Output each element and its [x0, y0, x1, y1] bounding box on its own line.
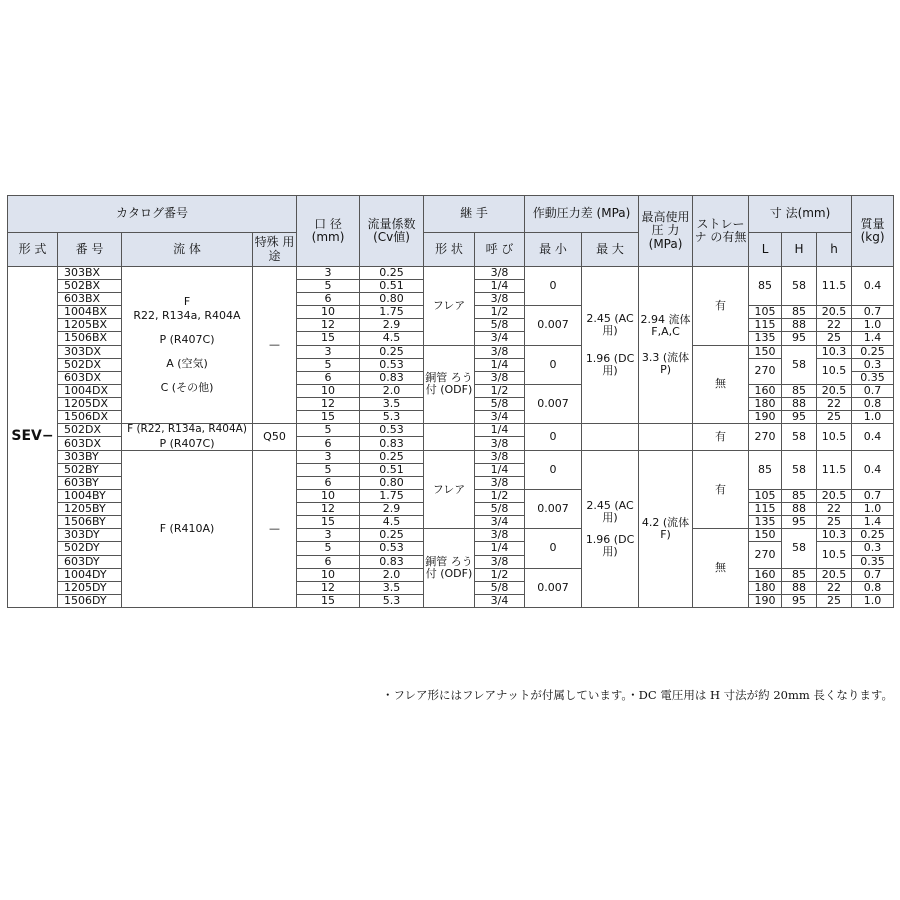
header-number: 番 号 [58, 233, 122, 267]
dim-L: 180 [749, 581, 782, 594]
joint-size: 1/4 [475, 542, 525, 555]
min-pressure: 0 [525, 424, 582, 451]
dim-h: 20.5 [817, 306, 852, 319]
min-pressure: 0.007 [525, 306, 582, 345]
weight: 0.35 [852, 555, 894, 568]
dim-L: 85 [749, 267, 782, 306]
joint-size: 3/8 [475, 529, 525, 542]
dim-h: 10.5 [817, 424, 852, 451]
dim-L: 150 [749, 345, 782, 358]
header-diff-pressure: 作動圧力差 (MPa) [525, 196, 639, 233]
strainer-no: 無 [693, 345, 749, 424]
joint-odf: 銅管 ろう付 (ODF) [424, 529, 475, 608]
cv-value: 0.80 [360, 476, 424, 489]
min-pressure: 0 [525, 345, 582, 384]
cv-value: 0.25 [360, 345, 424, 358]
dim-L: 150 [749, 529, 782, 542]
min-pressure: 0 [525, 529, 582, 568]
fluid-group-2 [122, 424, 253, 451]
cv-value: 0.53 [360, 424, 424, 437]
joint-size: 5/8 [475, 319, 525, 332]
cv-value: 0.83 [360, 437, 424, 450]
model-number: 1205DY [58, 581, 122, 594]
special-none: — [253, 267, 297, 424]
weight: 0.7 [852, 490, 894, 503]
dim-h: 25 [817, 594, 852, 607]
dim-H: 95 [782, 516, 817, 529]
diameter: 12 [297, 581, 360, 594]
model-number: 1506DY [58, 594, 122, 607]
dim-L: 105 [749, 306, 782, 319]
model-number: 502DY [58, 542, 122, 555]
dim-H: 95 [782, 332, 817, 345]
weight: 1.0 [852, 503, 894, 516]
cv-value: 0.51 [360, 280, 424, 293]
cv-value: 0.25 [360, 267, 424, 280]
footnote: ・フレア形にはフレアナットが付属しています。・DC 電圧用は H 寸法が約 20mm 長くなります。 [381, 688, 893, 702]
cv-value: 2.9 [360, 503, 424, 516]
strainer-yes: 有 [693, 267, 749, 346]
dim-H: 85 [782, 384, 817, 397]
dim-L: 105 [749, 490, 782, 503]
model-number: 603BY [58, 476, 122, 489]
weight: 0.8 [852, 581, 894, 594]
cv-value: 0.80 [360, 293, 424, 306]
weight: 1.4 [852, 516, 894, 529]
cv-value: 2.9 [360, 319, 424, 332]
dim-H: 88 [782, 319, 817, 332]
table-row [8, 267, 894, 280]
cv-value: 2.0 [360, 384, 424, 397]
dim-h: 11.5 [817, 267, 852, 306]
model-number: 502BX [58, 280, 122, 293]
diameter: 5 [297, 542, 360, 555]
model-number: 1506BY [58, 516, 122, 529]
joint-size: 3/8 [475, 450, 525, 463]
diameter: 10 [297, 306, 360, 319]
dim-L: 180 [749, 397, 782, 410]
cv-value: 2.0 [360, 568, 424, 581]
dim-H: 58 [782, 450, 817, 489]
header-special: 特殊 用途 [253, 233, 297, 267]
model-number: 1205DX [58, 397, 122, 410]
max-pressure-ac: 2.45 (AC 用) [586, 311, 634, 337]
cv-value: 0.51 [360, 463, 424, 476]
dim-h: 10.3 [817, 345, 852, 358]
dim-h: 20.5 [817, 568, 852, 581]
header-weight: 質量 (kg) [852, 196, 894, 267]
diameter: 12 [297, 503, 360, 516]
dim-h: 22 [817, 503, 852, 516]
table-row [8, 450, 894, 463]
max-pressure [582, 450, 639, 607]
diameter: 15 [297, 594, 360, 607]
strainer-yes: 有 [693, 450, 749, 529]
cv-value: 0.25 [360, 529, 424, 542]
min-pressure: 0.007 [525, 384, 582, 423]
joint-size: 1/4 [475, 463, 525, 476]
cv-value: 0.53 [360, 542, 424, 555]
joint-size: 1/2 [475, 306, 525, 319]
diameter: 5 [297, 280, 360, 293]
weight: 0.4 [852, 450, 894, 489]
cv-value: 5.3 [360, 594, 424, 607]
joint-size: 3/4 [475, 332, 525, 345]
model-number: 603DX [58, 437, 122, 450]
weight: 0.25 [852, 345, 894, 358]
joint-size: 3/8 [475, 345, 525, 358]
joint-size: 3/8 [475, 476, 525, 489]
weight: 0.35 [852, 371, 894, 384]
max-use-blank [639, 424, 693, 451]
dim-H: 95 [782, 594, 817, 607]
diameter: 12 [297, 319, 360, 332]
joint-size: 5/8 [475, 503, 525, 516]
model-number: 1004DX [58, 384, 122, 397]
dim-L: 160 [749, 384, 782, 397]
header-catalog: カタログ番号 [8, 196, 297, 233]
cv-value: 0.53 [360, 358, 424, 371]
fluid-text: F [183, 294, 191, 308]
diameter: 6 [297, 293, 360, 306]
model-number: 502DX [58, 424, 122, 437]
max-use-pressure-a: 2.94 流体 F,A,C [640, 312, 691, 338]
header-fluid: 流 体 [122, 233, 253, 267]
dim-h: 25 [817, 411, 852, 424]
cv-value: 1.75 [360, 306, 424, 319]
dim-h: 20.5 [817, 490, 852, 503]
dim-L: 115 [749, 319, 782, 332]
dim-h: 22 [817, 581, 852, 594]
joint-size: 3/8 [475, 555, 525, 568]
dim-h: 10.5 [817, 358, 852, 384]
joint-size: 1/2 [475, 568, 525, 581]
model-number: 303BX [58, 267, 122, 280]
min-pressure: 0 [525, 450, 582, 489]
joint-size: 3/8 [475, 267, 525, 280]
header-strainer: ストレーナ の有無 [693, 196, 749, 267]
dim-H: 58 [782, 424, 817, 451]
weight: 0.8 [852, 397, 894, 410]
joint-blank [424, 424, 475, 451]
dim-h: 25 [817, 332, 852, 345]
header-h: h [817, 233, 852, 267]
header-joint-size: 呼 び [475, 233, 525, 267]
dim-L: 135 [749, 332, 782, 345]
cv-value: 1.75 [360, 490, 424, 503]
header-L: L [749, 233, 782, 267]
model-number: 1004BX [58, 306, 122, 319]
max-use-pressure-b: 3.3 (流体 P) [641, 351, 690, 377]
dim-L: 135 [749, 516, 782, 529]
dim-H: 58 [782, 529, 817, 568]
weight: 0.4 [852, 267, 894, 306]
model-number: 1205BX [58, 319, 122, 332]
header-diameter: 口 径 (mm) [297, 196, 360, 267]
diameter: 5 [297, 463, 360, 476]
fluid-text: A (空気) [166, 357, 208, 371]
min-pressure: 0 [525, 267, 582, 306]
fluid-group-1 [122, 267, 253, 424]
fluid-text: F (R22, R134a, R404A) [127, 423, 247, 436]
min-pressure: 0.007 [525, 568, 582, 607]
joint-size: 1/2 [475, 384, 525, 397]
diameter: 3 [297, 529, 360, 542]
model-number: 1004BY [58, 490, 122, 503]
diameter: 15 [297, 516, 360, 529]
header-type: 形 式 [8, 233, 58, 267]
joint-size: 3/8 [475, 371, 525, 384]
joint-size: 3/4 [475, 411, 525, 424]
diameter: 3 [297, 345, 360, 358]
dim-H: 85 [782, 306, 817, 319]
weight: 0.7 [852, 384, 894, 397]
dim-h: 10.5 [817, 542, 852, 568]
dim-L: 85 [749, 450, 782, 489]
model-number: 603DX [58, 371, 122, 384]
diameter: 6 [297, 437, 360, 450]
fluid-text: R22, R134a, R404A [133, 308, 241, 322]
dim-L: 190 [749, 594, 782, 607]
strainer-no: 無 [693, 529, 749, 608]
joint-size: 1/2 [475, 490, 525, 503]
table-row [8, 424, 894, 437]
diameter: 5 [297, 358, 360, 371]
joint-size: 3/8 [475, 437, 525, 450]
header-max-pressure: 最高使用 圧 力 (MPa) [639, 196, 693, 267]
model-number: 603DY [58, 555, 122, 568]
fluid-text: P (R407C) [159, 436, 215, 450]
dim-H: 85 [782, 568, 817, 581]
cv-value: 0.83 [360, 555, 424, 568]
cv-value: 5.3 [360, 411, 424, 424]
weight: 1.0 [852, 594, 894, 607]
strainer-yes: 有 [693, 424, 749, 451]
joint-size: 5/8 [475, 397, 525, 410]
dim-h: 20.5 [817, 384, 852, 397]
dim-h: 25 [817, 516, 852, 529]
weight: 1.0 [852, 319, 894, 332]
dim-L: 270 [749, 424, 782, 451]
spec-table [7, 195, 894, 608]
dim-H: 88 [782, 581, 817, 594]
joint-odf: 銅管 ろう付 (ODF) [424, 345, 475, 424]
model-number: 1506BX [58, 332, 122, 345]
special-none: — [253, 450, 297, 607]
cv-value: 3.5 [360, 397, 424, 410]
dim-L: 190 [749, 411, 782, 424]
cv-value: 3.5 [360, 581, 424, 594]
header-H: H [782, 233, 817, 267]
diameter: 3 [297, 450, 360, 463]
dim-L: 270 [749, 542, 782, 568]
weight: 0.4 [852, 424, 894, 451]
diameter: 15 [297, 411, 360, 424]
dim-H: 58 [782, 267, 817, 306]
joint-size: 3/4 [475, 594, 525, 607]
max-pressure [582, 267, 639, 424]
weight: 1.0 [852, 411, 894, 424]
max-pressure-ac: 2.45 (AC 用) [586, 498, 634, 524]
max-pressure-dc: 1.96 (DC 用) [585, 352, 635, 378]
model-number: 303DY [58, 529, 122, 542]
model-number: 603BX [58, 293, 122, 306]
model-number: 303DX [58, 345, 122, 358]
weight: 0.7 [852, 306, 894, 319]
weight: 0.25 [852, 529, 894, 542]
weight: 0.7 [852, 568, 894, 581]
dim-L: 160 [749, 568, 782, 581]
diameter: 10 [297, 568, 360, 581]
diameter: 10 [297, 490, 360, 503]
joint-flare: フレア [424, 267, 475, 346]
dim-L: 270 [749, 358, 782, 384]
header-joint-shape: 形 状 [424, 233, 475, 267]
dim-H: 58 [782, 345, 817, 384]
header-min: 最 小 [525, 233, 582, 267]
fluid-group-3: F (R410A) [122, 450, 253, 607]
max-use-pressure: 4.2 (流体 F) [639, 450, 693, 607]
joint-size: 1/4 [475, 280, 525, 293]
header-joint: 継 手 [424, 196, 525, 233]
max-pressure-dc: 1.96 (DC 用) [585, 532, 635, 558]
header-dimensions: 寸 法(mm) [749, 196, 852, 233]
special-q50: Q50 [253, 424, 297, 451]
weight: 0.3 [852, 358, 894, 371]
diameter: 12 [297, 397, 360, 410]
joint-size: 3/4 [475, 516, 525, 529]
cv-value: 4.5 [360, 516, 424, 529]
joint-size: 3/8 [475, 293, 525, 306]
header-max: 最 大 [582, 233, 639, 267]
dim-h: 22 [817, 397, 852, 410]
model-number: 502DX [58, 358, 122, 371]
model-number: 303BY [58, 450, 122, 463]
model-number: 1506DX [58, 411, 122, 424]
cv-value: 4.5 [360, 332, 424, 345]
fluid-text: P (R407C) [159, 333, 215, 347]
dim-L: 115 [749, 503, 782, 516]
max-pressure-blank [582, 424, 639, 451]
model-number: 1205BY [58, 503, 122, 516]
min-pressure: 0.007 [525, 490, 582, 529]
diameter: 10 [297, 384, 360, 397]
dim-h: 10.3 [817, 529, 852, 542]
weight: 1.4 [852, 332, 894, 345]
joint-size: 1/4 [475, 424, 525, 437]
diameter: 3 [297, 267, 360, 280]
cv-value: 0.83 [360, 371, 424, 384]
diameter: 6 [297, 371, 360, 384]
weight: 0.3 [852, 542, 894, 555]
dim-H: 85 [782, 490, 817, 503]
dim-H: 88 [782, 397, 817, 410]
diameter: 6 [297, 555, 360, 568]
joint-flare: フレア [424, 450, 475, 529]
dim-H: 95 [782, 411, 817, 424]
header-cv: 流量係数 (Cv値) [360, 196, 424, 267]
series-label: SEV− [8, 267, 58, 608]
dim-h: 11.5 [817, 450, 852, 489]
diameter: 5 [297, 424, 360, 437]
dim-h: 22 [817, 319, 852, 332]
max-use-pressure [639, 267, 693, 424]
diameter: 15 [297, 332, 360, 345]
model-number: 502BY [58, 463, 122, 476]
model-number: 1004DY [58, 568, 122, 581]
dim-H: 88 [782, 503, 817, 516]
fluid-text: C (その他) [160, 381, 214, 395]
joint-size: 1/4 [475, 358, 525, 371]
joint-size: 5/8 [475, 581, 525, 594]
diameter: 6 [297, 476, 360, 489]
cv-value: 0.25 [360, 450, 424, 463]
